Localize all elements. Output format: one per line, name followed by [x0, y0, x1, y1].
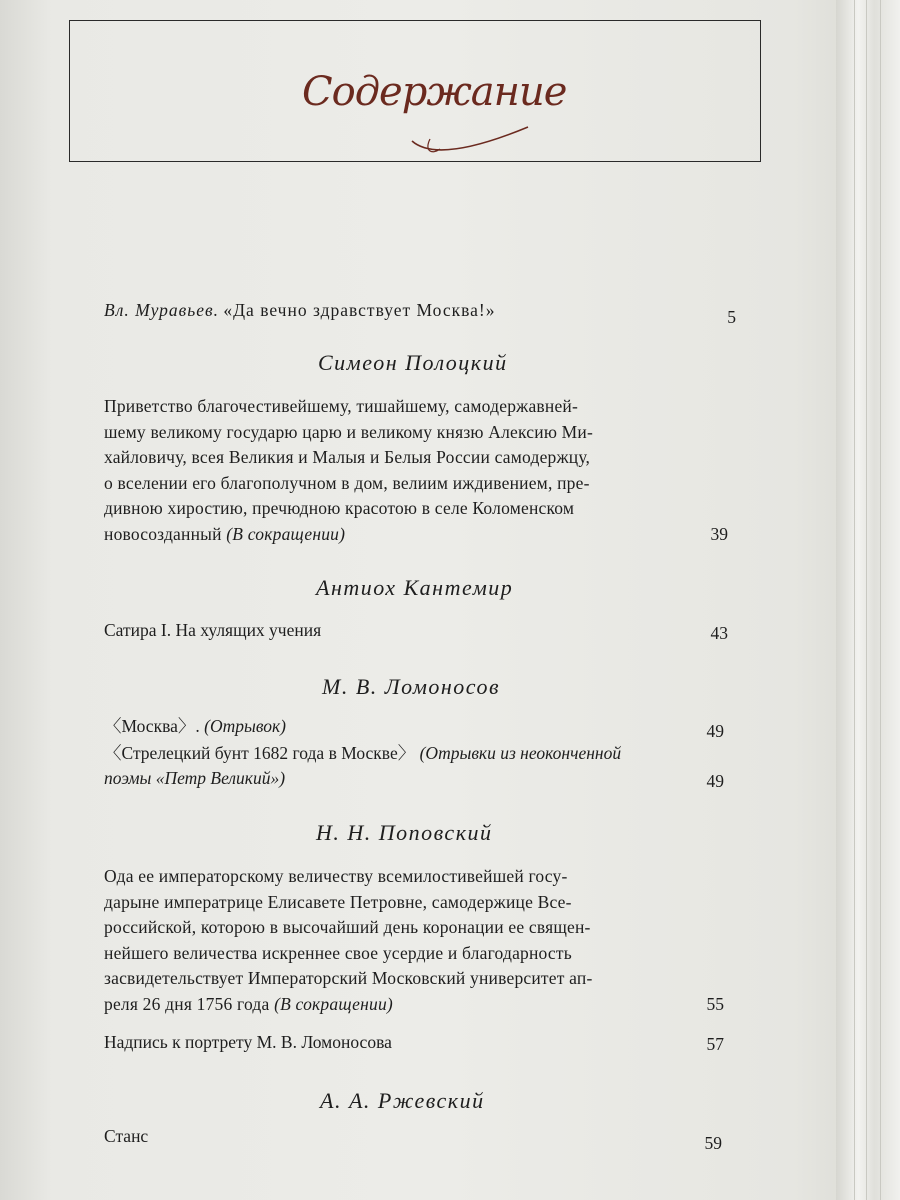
entry-title: Сатира I. На хулящих учения — [104, 620, 322, 640]
toc-entry — [104, 741, 621, 765]
author-heading: Н. Н. Поповский — [316, 820, 493, 845]
entry-title: 〈Москва〉. — [104, 716, 200, 736]
entry-line: Ода ее императорскому величеству всемилостивейшей госу- — [104, 866, 568, 886]
entry-line: засвидетельствует Императорский Московский университет ап- — [104, 968, 593, 988]
heading-frame — [69, 20, 761, 162]
toc-entry-text — [104, 394, 686, 547]
entry-note: (Отрывок) — [204, 716, 286, 736]
page-number: 39 — [710, 524, 728, 544]
entry-note: (Отрывки из неоконченной — [419, 743, 622, 763]
entry-line: Приветство благочестивейшему, тишайшему, самодержавней- — [104, 396, 578, 416]
toc-entry — [104, 1030, 392, 1054]
toc-entry — [104, 714, 286, 738]
entry-text: новосозданный — [104, 523, 222, 544]
entry-note: (В сокращении) — [226, 523, 346, 544]
page-number: 49 — [706, 771, 724, 791]
entry-line: дивною хиростию, пречюдною красотою в селе Коломенском — [104, 498, 575, 518]
author-heading: Антиох Кантемир — [316, 575, 514, 600]
entry-title: Надпись к портрету М. В. Ломоносова — [104, 1032, 392, 1052]
page-number: 57 — [706, 1034, 724, 1054]
page-number: 55 — [706, 994, 724, 1014]
page-number: 43 — [710, 623, 728, 643]
author-heading: А. А. Ржевский — [320, 1088, 485, 1113]
page-title: Содержание — [302, 69, 567, 115]
intro-author: Вл. Муравьев. — [104, 300, 219, 320]
entry-note-continued: поэмы «Петр Великий») — [104, 768, 286, 788]
entry-note: (В сокращении) — [274, 993, 393, 1014]
author-heading: Симеон Полоцкий — [318, 350, 508, 375]
author-heading: М. В. Ломоносов — [322, 674, 501, 699]
intro-title: «Да вечно здравствует Москва!» — [223, 300, 496, 320]
entry-line-last — [104, 522, 686, 548]
page-number: 59 — [704, 1133, 722, 1153]
page-number: 5 — [727, 307, 736, 327]
entry-line-last — [104, 992, 686, 1018]
page-number: 49 — [706, 721, 724, 741]
entry-line: нейшего величества искреннее свое усердие и благодарность — [104, 942, 572, 963]
entry-line: о вселении его благополучном в дом, велиим иждивением, пре- — [104, 472, 590, 493]
toc-entry — [104, 618, 321, 642]
toc-entry — [104, 1124, 148, 1148]
toc-entry-text — [104, 864, 686, 1017]
page-edges — [836, 0, 900, 1200]
toc-entry-intro — [104, 298, 496, 322]
entry-title: Станс — [104, 1126, 149, 1146]
entry-line: хайловичу, всея Великия и Малыя и Белыя России самодержцу, — [104, 447, 591, 467]
entry-text: реля 26 дня 1756 года — [104, 993, 270, 1014]
entry-line: дарыне императрице Елисавете Петровне, самодержице Все- — [104, 891, 572, 912]
entry-line: российской, которою в высочайший день коронации ее священ- — [104, 917, 591, 937]
entry-line: шему великому государю царю и великому князю Алексию Ми- — [104, 421, 594, 442]
title-flourish — [410, 121, 530, 161]
entry-title: 〈Стрелецкий бунт 1682 года в Москве〉 — [104, 743, 416, 763]
